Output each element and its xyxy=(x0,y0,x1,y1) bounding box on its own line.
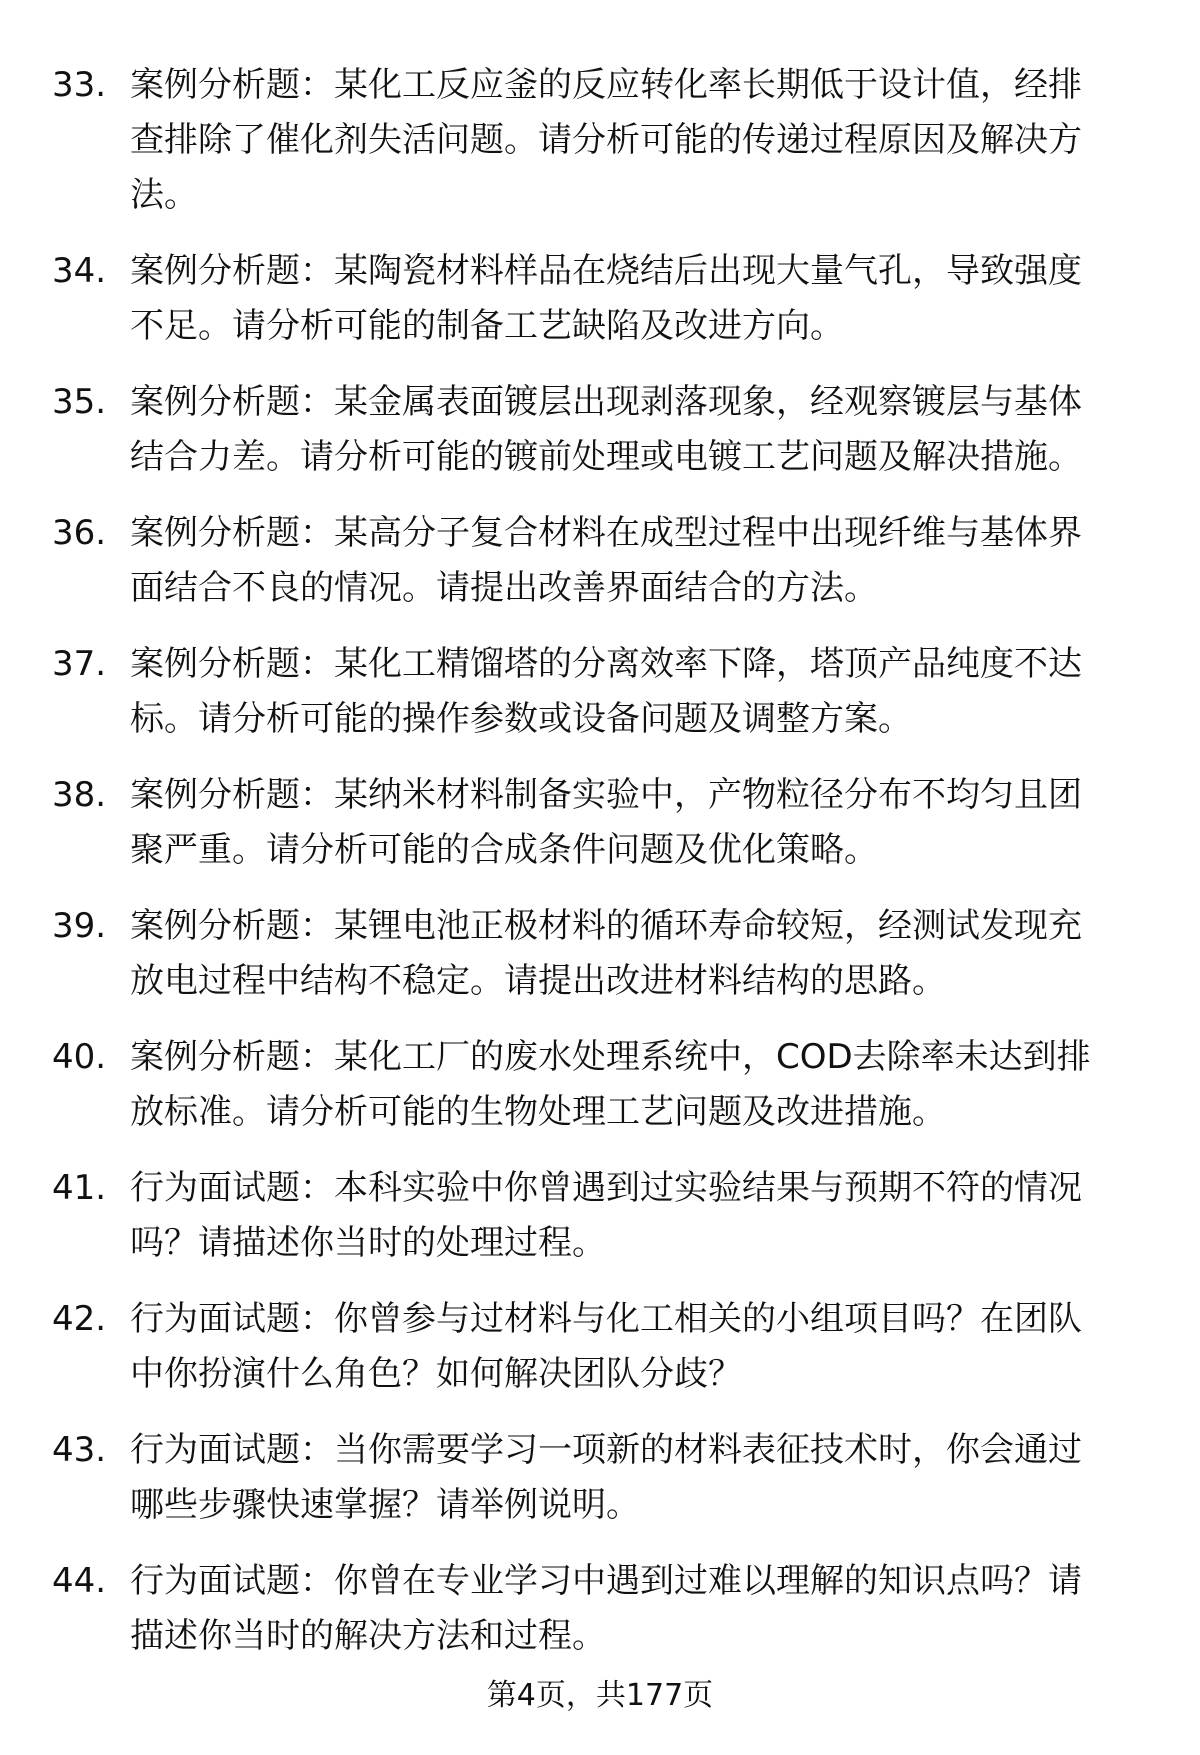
question-item xyxy=(0,1292,1200,1423)
question-text-line: 案例分析题：某化工厂的废水处理系统中，COD去除率未达到排 xyxy=(130,1037,1091,1077)
question-item xyxy=(0,768,1200,899)
question-number: 37. xyxy=(52,644,107,684)
question-number: 35. xyxy=(52,382,107,422)
question-number: 41. xyxy=(52,1168,107,1208)
question-text-line: 描述你当时的解决方法和过程。 xyxy=(130,1616,606,1656)
question-item xyxy=(0,899,1200,1030)
question-text-line: 案例分析题：某化工反应釜的反应转化率长期低于设计值，经排 xyxy=(130,65,1082,105)
question-text-line: 案例分析题：某金属表面镀层出现剥落现象，经观察镀层与基体 xyxy=(130,382,1082,422)
question-text-line: 标。请分析可能的操作参数或设备问题及调整方案。 xyxy=(130,699,912,739)
question-text-line: 案例分析题：某高分子复合材料在成型过程中出现纤维与基体界 xyxy=(130,513,1082,553)
question-text-line: 中你扮演什么角色？如何解决团队分歧？ xyxy=(130,1354,742,1394)
question-item xyxy=(0,58,1200,244)
question-item xyxy=(0,1554,1200,1685)
question-text-line: 结合力差。请分析可能的镀前处理或电镀工艺问题及解决措施。 xyxy=(130,437,1082,477)
question-text-line: 吗？请描述你当时的处理过程。 xyxy=(130,1223,606,1263)
question-text-line: 案例分析题：某锂电池正极材料的循环寿命较短，经测试发现充 xyxy=(130,906,1082,946)
question-item xyxy=(0,506,1200,637)
question-item xyxy=(0,1423,1200,1554)
question-text-line: 查排除了催化剂失活问题。请分析可能的传递过程原因及解决方 xyxy=(130,120,1082,160)
question-item xyxy=(0,244,1200,375)
page-number-footer: 第4页，共177页 xyxy=(486,1678,714,1713)
question-number: 42. xyxy=(52,1299,107,1339)
question-text-line: 案例分析题：某陶瓷材料样品在烧结后出现大量气孔，导致强度 xyxy=(130,251,1082,291)
question-number: 36. xyxy=(52,513,107,553)
question-number: 39. xyxy=(52,906,107,946)
question-text-line: 放电过程中结构不稳定。请提出改进材料结构的思路。 xyxy=(130,961,946,1001)
question-item xyxy=(0,637,1200,768)
question-number: 38. xyxy=(52,775,107,815)
question-text-line: 行为面试题：你曾在专业学习中遇到过难以理解的知识点吗？请 xyxy=(130,1561,1082,1601)
question-text-line: 哪些步骤快速掌握？请举例说明。 xyxy=(130,1485,640,1525)
question-text-line: 面结合不良的情况。请提出改善界面结合的方法。 xyxy=(130,568,878,608)
question-text-line: 行为面试题：当你需要学习一项新的材料表征技术时，你会通过 xyxy=(130,1430,1082,1470)
question-text-line: 行为面试题：你曾参与过材料与化工相关的小组项目吗？在团队 xyxy=(130,1299,1082,1339)
question-item xyxy=(0,1161,1200,1292)
question-number: 34. xyxy=(52,251,107,291)
question-item xyxy=(0,1030,1200,1161)
question-text-line: 聚严重。请分析可能的合成条件问题及优化策略。 xyxy=(130,830,878,870)
question-number: 40. xyxy=(52,1037,107,1077)
question-text-line: 案例分析题：某化工精馏塔的分离效率下降，塔顶产品纯度不达 xyxy=(130,644,1082,684)
question-text-line: 案例分析题：某纳米材料制备实验中，产物粒径分布不均匀且团 xyxy=(130,775,1082,815)
question-text-line: 不足。请分析可能的制备工艺缺陷及改进方向。 xyxy=(130,306,844,346)
question-item xyxy=(0,375,1200,506)
question-text-line: 行为面试题：本科实验中你曾遇到过实验结果与预期不符的情况 xyxy=(130,1168,1082,1208)
question-text-line: 法。 xyxy=(130,175,198,215)
question-number: 43. xyxy=(52,1430,107,1470)
question-text-line: 放标准。请分析可能的生物处理工艺问题及改进措施。 xyxy=(130,1092,946,1132)
question-number: 44. xyxy=(52,1561,107,1601)
question-list xyxy=(0,58,1200,1685)
question-number: 33. xyxy=(52,65,107,105)
